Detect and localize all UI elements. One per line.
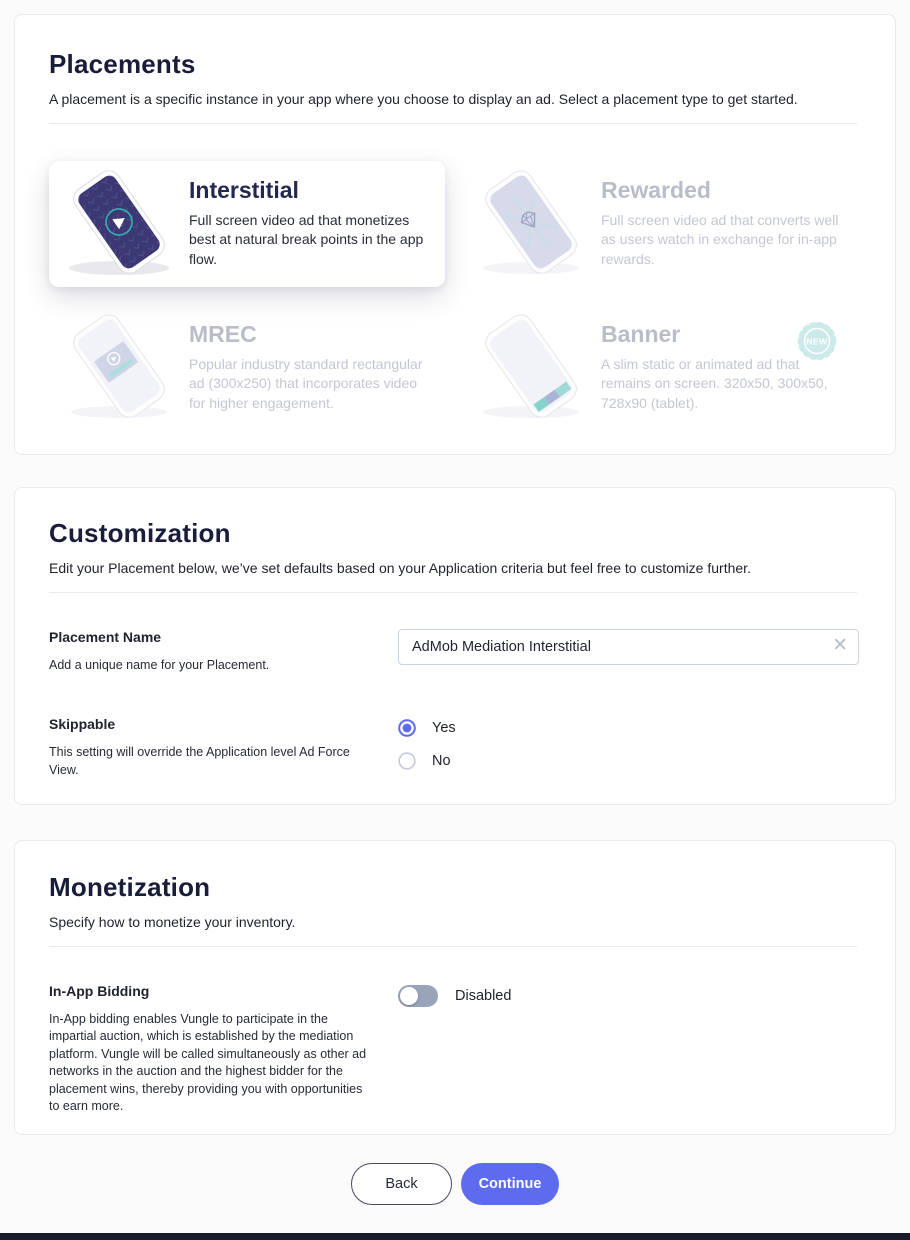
placements-title: Placements bbox=[49, 49, 196, 79]
rewarded-phone-icon bbox=[461, 168, 601, 280]
in-app-bidding-state: Disabled bbox=[455, 987, 512, 1004]
monetization-section bbox=[14, 840, 896, 1135]
mrec-text bbox=[189, 322, 445, 413]
rewarded-text bbox=[601, 178, 867, 269]
in-app-bidding-control bbox=[398, 983, 857, 1007]
footer-actions bbox=[0, 1163, 910, 1205]
skippable-row bbox=[49, 716, 895, 779]
placement-name-label: Placement Name bbox=[49, 628, 162, 645]
back-button[interactable]: Back bbox=[351, 1163, 452, 1205]
new-badge-label: NEW bbox=[806, 336, 828, 347]
continue-button[interactable]: Continue bbox=[461, 1163, 559, 1205]
toggle-knob bbox=[400, 987, 418, 1005]
placements-subtitle: A placement is a specific instance in your app where you choose to display an ad. Select a placement type to get started. bbox=[49, 91, 798, 107]
mrec-description: Popular industry standard rectangular ad (300x250) that incorporates video for higher engagement. bbox=[189, 355, 423, 411]
radio-no-label: No bbox=[432, 753, 451, 770]
placement-name-row bbox=[49, 629, 895, 675]
monetization-divider bbox=[49, 946, 857, 947]
radio-option-no[interactable] bbox=[398, 752, 857, 770]
placement-tile-banner[interactable] bbox=[461, 305, 887, 431]
skippable-control bbox=[398, 716, 857, 770]
mrec-phone-icon bbox=[49, 312, 189, 424]
placement-tile-mrec[interactable] bbox=[49, 305, 445, 431]
skippable-radio-group bbox=[398, 719, 857, 770]
customization-title: Customization bbox=[49, 518, 231, 548]
placement-tile-interstitial[interactable] bbox=[49, 161, 445, 287]
in-app-bidding-label-col bbox=[49, 983, 398, 1116]
in-app-bidding-label: In-App Bidding bbox=[49, 982, 150, 999]
skippable-help: This setting will override the Application level Ad Force View. bbox=[49, 745, 350, 777]
placement-tile-rewarded[interactable] bbox=[461, 161, 887, 287]
rewarded-title: Rewarded bbox=[601, 177, 711, 204]
new-badge-icon bbox=[795, 319, 839, 363]
placement-name-input-wrap bbox=[398, 629, 859, 665]
banner-phone-icon bbox=[461, 312, 601, 424]
in-app-bidding-toggle-row bbox=[398, 985, 857, 1007]
placement-name-label-col bbox=[49, 629, 398, 675]
radio-option-yes[interactable] bbox=[398, 719, 857, 737]
interstitial-phone-icon bbox=[49, 168, 189, 280]
customization-divider bbox=[49, 592, 857, 593]
monetization-title: Monetization bbox=[49, 872, 211, 902]
placements-divider bbox=[49, 123, 857, 124]
skippable-label-col bbox=[49, 716, 398, 779]
placement-name-help: Add a unique name for your Placement. bbox=[49, 657, 270, 672]
mrec-title: MREC bbox=[189, 321, 257, 348]
placement-name-input[interactable] bbox=[398, 629, 859, 665]
skippable-label: Skippable bbox=[49, 716, 116, 733]
radio-selected-icon bbox=[398, 719, 416, 737]
placement-type-grid bbox=[49, 161, 895, 431]
in-app-bidding-help: In-App bidding enables Vungle to participate in the impartial auction, which is established by the mediation platform. Vungle will be called simultaneously as other ad networks in the auction and the highest bidder for the placement wins, thereby providing you with opportunities to earn more. bbox=[49, 1011, 367, 1114]
in-app-bidding-row bbox=[49, 983, 895, 1116]
radio-yes-label: Yes bbox=[432, 720, 456, 737]
interstitial-description: Full screen video ad that monetizes best at natural break points in the app flow. bbox=[189, 211, 424, 267]
bottom-edge-bar bbox=[0, 1233, 910, 1240]
interstitial-text bbox=[189, 178, 445, 269]
monetization-subtitle: Specify how to monetize your inventory. bbox=[49, 914, 296, 930]
placement-name-control bbox=[398, 629, 859, 665]
interstitial-title: Interstitial bbox=[189, 177, 299, 204]
banner-title: Banner bbox=[601, 321, 681, 348]
radio-unselected-icon bbox=[398, 752, 416, 770]
clear-input-icon[interactable]: ✕ bbox=[832, 634, 848, 656]
customization-subtitle: Edit your Placement below, we’ve set defaults based on your Application criteria but feel free to customize further. bbox=[49, 560, 751, 576]
banner-description: A slim static or animated ad that remains on screen. 320x50, 300x50, 728x90 (tablet). bbox=[601, 355, 828, 411]
in-app-bidding-toggle[interactable] bbox=[398, 985, 438, 1007]
customization-section bbox=[14, 487, 896, 805]
placements-section bbox=[14, 14, 896, 455]
rewarded-description: Full screen video ad that converts well as users watch in exchange for in-app rewards. bbox=[601, 211, 839, 267]
